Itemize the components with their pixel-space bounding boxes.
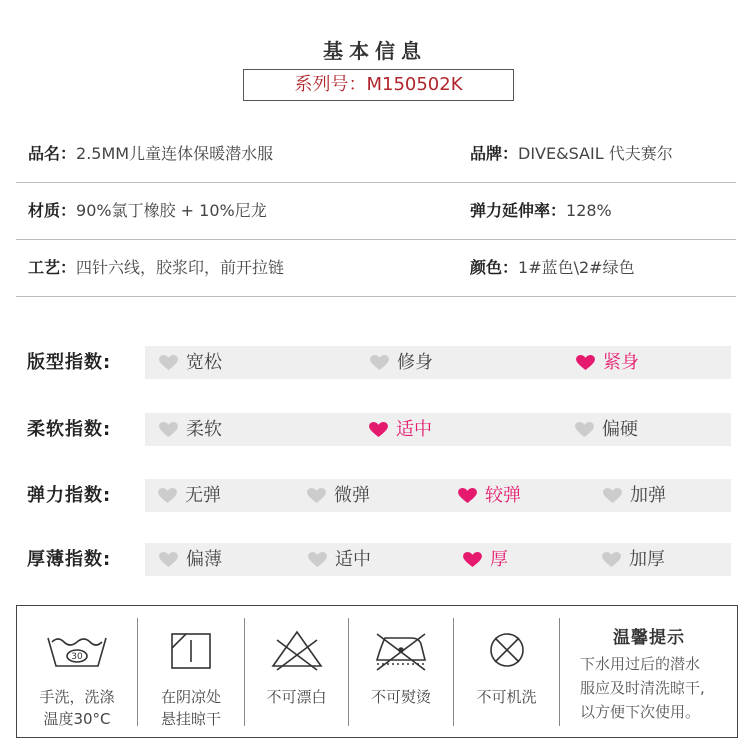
- spec-brand: 品牌：DIVE&SAIL 代夫赛尔: [470, 144, 673, 163]
- elasticity-index-row: [16, 479, 736, 513]
- softness-index-row: [16, 413, 736, 447]
- heart-icon: [159, 422, 178, 438]
- spec-craft: 工艺：四针六线，胶浆印，前开拉链: [28, 258, 285, 277]
- line-dry-shade-icon: [167, 626, 215, 674]
- thickness-index-row: [16, 543, 736, 577]
- heart-icon: [159, 552, 178, 568]
- care-item-hand-wash: [17, 618, 137, 728]
- elasticity-index-label: 弹力指数:: [27, 485, 112, 506]
- spec-material: 材质：90%氯丁橡胶 + 10%尼龙: [28, 201, 267, 220]
- no-machine-wash-text: 不可机洗: [476, 688, 537, 706]
- series-number-box: 系列号：M150502K: [243, 69, 514, 101]
- thickness-index-bar: 偏薄 适中 厚 加厚: [145, 543, 731, 576]
- no-iron-icon: [369, 626, 433, 674]
- heart-icon: [370, 355, 389, 371]
- care-item-line-dry: [138, 618, 244, 728]
- no-machine-wash-icon: [483, 626, 531, 674]
- care-item-no-machine-wash: [454, 618, 559, 728]
- no-iron-text: 不可熨烫: [370, 688, 431, 706]
- heart-icon: [307, 488, 326, 504]
- tip-title: 温馨提示: [613, 628, 685, 648]
- heart-icon: [575, 422, 594, 438]
- care-instructions-box: [16, 605, 738, 738]
- spec-row-material-stretch: [16, 183, 736, 240]
- fit-index-row: [16, 346, 736, 380]
- heart-icon: [576, 355, 595, 371]
- line-dry-text: 在阴凉处 悬挂晾干: [160, 688, 221, 728]
- fit-index-label: 版型指数:: [27, 352, 112, 373]
- elasticity-index-bar: 无弹 微弹 较弹 加弹: [145, 479, 731, 512]
- softness-index-bar: 柔软 适中 偏硬: [145, 413, 731, 446]
- spec-name: 品名：2.5MM儿童连体保暖潜水服: [28, 144, 274, 163]
- hand-wash-text: 手洗，洗涤 温度30°C: [39, 688, 115, 728]
- heart-icon: [159, 355, 178, 371]
- heart-icon: [458, 488, 477, 504]
- no-bleach-text: 不可漂白: [266, 688, 327, 706]
- thickness-index-label: 厚薄指数:: [27, 549, 112, 570]
- care-tip: [560, 606, 738, 737]
- page-title: 基本信息: [323, 39, 427, 63]
- heart-icon: [602, 552, 621, 568]
- heart-icon: [369, 422, 388, 438]
- heart-icon: [463, 552, 482, 568]
- no-bleach-icon: [267, 626, 327, 674]
- tip-text: 下水用过后的潜水 服应及时清洗晾干, 以方便下次使用。: [580, 655, 705, 721]
- spec-row-craft-color: [16, 240, 736, 297]
- spec-color: 颜色：1#蓝色\2#绿色: [470, 258, 635, 277]
- svg-text:30: 30: [71, 652, 83, 662]
- spec-stretch-rate: 弹力延伸率：128%: [470, 201, 612, 220]
- heart-icon: [308, 552, 327, 568]
- care-item-no-iron: [349, 618, 453, 728]
- care-item-no-bleach: [245, 618, 348, 728]
- heart-icon: [158, 488, 177, 504]
- hand-wash-30-icon: [44, 626, 110, 674]
- softness-index-label: 柔软指数:: [27, 419, 112, 440]
- heart-icon: [603, 488, 622, 504]
- fit-index-bar: 宽松 修身 紧身: [145, 346, 731, 379]
- spec-row-name-brand: [16, 126, 736, 183]
